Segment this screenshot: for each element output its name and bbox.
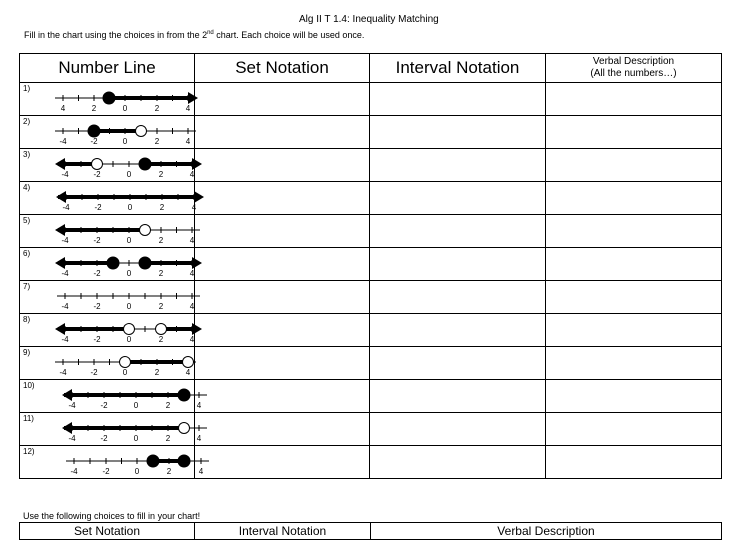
tick-label: -4 [68,434,76,443]
set-notation-cell[interactable] [195,314,370,347]
matching-chart [19,53,722,479]
interval-notation-cell[interactable] [370,83,546,116]
set-notation-cell[interactable] [195,446,370,479]
open-endpoint [92,159,103,170]
header-verbal-description [546,54,722,83]
chart-row [20,380,722,413]
number-line [20,116,195,148]
verbal-description-cell[interactable] [546,83,722,116]
tick-label: -2 [93,170,101,179]
chart-row [20,149,722,182]
number-line [20,446,204,478]
tick-label: 2 [154,137,160,146]
chart-header-row [20,54,722,83]
chart-row [20,116,722,149]
header-interval-notation: Interval Notation [370,54,546,83]
chart-row [20,281,722,314]
tick-label: 0 [134,467,140,476]
open-endpoint [136,126,147,137]
tick-label: -4 [59,137,67,146]
arrow-left [62,422,72,434]
closed-endpoint [147,455,159,467]
number-line-cell [20,248,195,281]
tick-label: 2 [159,203,165,212]
arrow-left [55,323,65,335]
verbal-description-cell[interactable] [546,215,722,248]
chart-row [20,83,722,116]
set-notation-cell[interactable] [195,182,370,215]
closed-endpoint [107,257,119,269]
verbal-description-cell[interactable] [546,314,722,347]
set-notation-cell[interactable] [195,380,370,413]
tick-label: -2 [93,269,101,278]
number-line-cell [20,281,195,314]
tick-label: 0 [122,368,128,377]
interval-notation-cell[interactable] [370,116,546,149]
closed-endpoint [178,455,190,467]
number-line [20,215,195,247]
number-line [20,314,195,346]
row-number: 6) [23,249,31,258]
tick-label: 4 [189,170,195,179]
tick-label: 4 [189,269,195,278]
number-line [20,149,195,181]
instructions-text: Fill in the chart using the choices in from the 2 [24,30,208,40]
chart-row [20,182,722,215]
choices-header-row [20,523,722,540]
set-notation-cell[interactable] [195,116,370,149]
tick-label: -2 [102,467,110,476]
tick-label: 4 [189,335,195,344]
tick-label: 4 [189,236,195,245]
number-line-cell [20,413,202,446]
instructions-superscript: nd [207,30,214,36]
number-line-cell [20,116,195,149]
number-line-cell [20,215,195,248]
closed-endpoint [103,92,115,104]
chart-row [20,314,722,347]
arrow-left [55,224,65,236]
tick-label: 0 [126,335,132,344]
tick-label: 2 [154,368,160,377]
tick-label: 2 [158,335,164,344]
number-line [20,182,195,214]
tick-label: -4 [61,335,69,344]
instructions [24,30,364,40]
tick-label: -2 [93,302,101,311]
chart-row [20,446,722,479]
tick-label: 4 [60,104,66,113]
interval-notation-cell[interactable] [370,347,546,380]
closed-endpoint [139,257,151,269]
tick-label: 0 [122,137,128,146]
tick-label: -2 [100,401,108,410]
row-number: 4) [23,183,31,192]
number-line-cell [20,314,195,347]
tick-label: 2 [158,236,164,245]
set-notation-cell[interactable] [195,215,370,248]
verbal-description-cell[interactable] [546,446,722,479]
tick-label: -4 [61,302,69,311]
open-endpoint [120,357,131,368]
tick-label: 4 [185,104,191,113]
verbal-description-cell[interactable] [546,347,722,380]
closed-endpoint [139,158,151,170]
row-number: 5) [23,216,31,225]
verbal-description-cell[interactable] [546,116,722,149]
choices-note: Use the following choices to fill in your chart! [23,511,201,521]
row-number: 10) [23,381,35,390]
worksheet-title: Alg II T 1.4: Inequality Matching [299,14,439,25]
header-set-notation: Set Notation [195,54,370,83]
interval-notation-cell[interactable] [370,281,546,314]
interval-notation-cell[interactable] [370,248,546,281]
verbal-description-cell[interactable] [546,413,722,446]
tick-label: 2 [158,302,164,311]
tick-label: 0 [127,203,133,212]
arrow-left [56,191,66,203]
row-number: 2) [23,117,31,126]
number-line [20,83,195,115]
tick-label: -2 [93,335,101,344]
number-line [20,380,202,412]
interval-notation-cell[interactable] [370,380,546,413]
chart-row [20,347,722,380]
tick-label: 2 [154,104,160,113]
set-notation-cell[interactable] [195,83,370,116]
verbal-description-cell[interactable] [546,248,722,281]
header-verbal-subtitle: (All the numbers…) [590,68,677,79]
number-line-cell [20,83,195,116]
tick-label: -2 [93,236,101,245]
tick-label: -4 [61,170,69,179]
open-endpoint [179,423,190,434]
closed-endpoint [88,125,100,137]
row-number: 8) [23,315,31,324]
open-endpoint [140,225,151,236]
tick-label: 4 [185,368,191,377]
choices-header-set-notation: Set Notation [20,523,195,540]
instructions-text-end: chart. Each choice will be used once. [213,30,365,40]
choices-header-interval-notation: Interval Notation [195,523,371,540]
number-line [20,413,202,445]
set-notation-cell[interactable] [195,281,370,314]
arrow-left [62,389,72,401]
chart-row [20,248,722,281]
tick-label: 0 [122,104,128,113]
row-number: 1) [23,84,31,93]
tick-label: 2 [158,269,164,278]
header-number-line: Number Line [20,54,195,83]
tick-label: 0 [126,236,132,245]
tick-label: 2 [91,104,97,113]
row-number: 7) [23,282,31,291]
tick-label: -4 [61,236,69,245]
tick-label: 0 [126,170,132,179]
row-number: 11) [23,414,34,423]
tick-label: -2 [94,203,102,212]
tick-label: 2 [158,170,164,179]
tick-label: 4 [189,302,195,311]
number-line-cell [20,347,195,380]
open-endpoint [124,324,135,335]
tick-label: 4 [185,137,191,146]
interval-notation-cell[interactable] [370,182,546,215]
set-notation-cell[interactable] [195,413,370,446]
set-notation-cell[interactable] [195,248,370,281]
tick-label: 2 [165,434,171,443]
tick-label: 4 [191,203,197,212]
tick-label: 0 [133,434,139,443]
tick-label: 0 [126,302,132,311]
number-line [20,248,195,280]
open-endpoint [183,357,194,368]
interval-notation-cell[interactable] [370,215,546,248]
arrow-left [55,257,65,269]
set-notation-cell[interactable] [195,347,370,380]
open-endpoint [156,324,167,335]
tick-label: 4 [198,467,204,476]
tick-label: -2 [90,368,98,377]
closed-endpoint [178,389,190,401]
tick-label: 4 [196,434,202,443]
tick-label: -4 [62,203,70,212]
tick-label: 4 [196,401,202,410]
header-verbal-title: Verbal Description [592,56,675,67]
chart-row [20,413,722,446]
interval-notation-cell[interactable] [370,149,546,182]
choices-table [19,522,722,540]
number-line-cell [20,149,195,182]
choices-header-verbal-description: Verbal Description [371,523,722,540]
tick-label: 2 [165,401,171,410]
number-line-cell [20,182,195,215]
set-notation-cell[interactable] [195,149,370,182]
tick-label: -2 [100,434,108,443]
interval-notation-cell[interactable] [370,413,546,446]
interval-notation-cell[interactable] [370,446,546,479]
number-line-cell [20,380,202,413]
arrow-left [55,158,65,170]
tick-label: 0 [126,269,132,278]
verbal-description-cell[interactable] [546,281,722,314]
number-line [20,347,195,379]
tick-label: -4 [70,467,78,476]
row-number: 3) [23,150,31,159]
interval-notation-cell[interactable] [370,314,546,347]
number-line [20,281,195,313]
row-number: 9) [23,348,31,357]
tick-label: -4 [68,401,76,410]
row-number: 12) [23,447,35,456]
verbal-description-cell[interactable] [546,182,722,215]
tick-label: 2 [166,467,172,476]
tick-label: -4 [61,269,69,278]
verbal-description-cell[interactable] [546,149,722,182]
tick-label: -2 [90,137,98,146]
chart-row [20,215,722,248]
tick-label: 0 [133,401,139,410]
tick-label: -4 [59,368,67,377]
number-line-cell [20,446,204,479]
verbal-description-cell[interactable] [546,380,722,413]
